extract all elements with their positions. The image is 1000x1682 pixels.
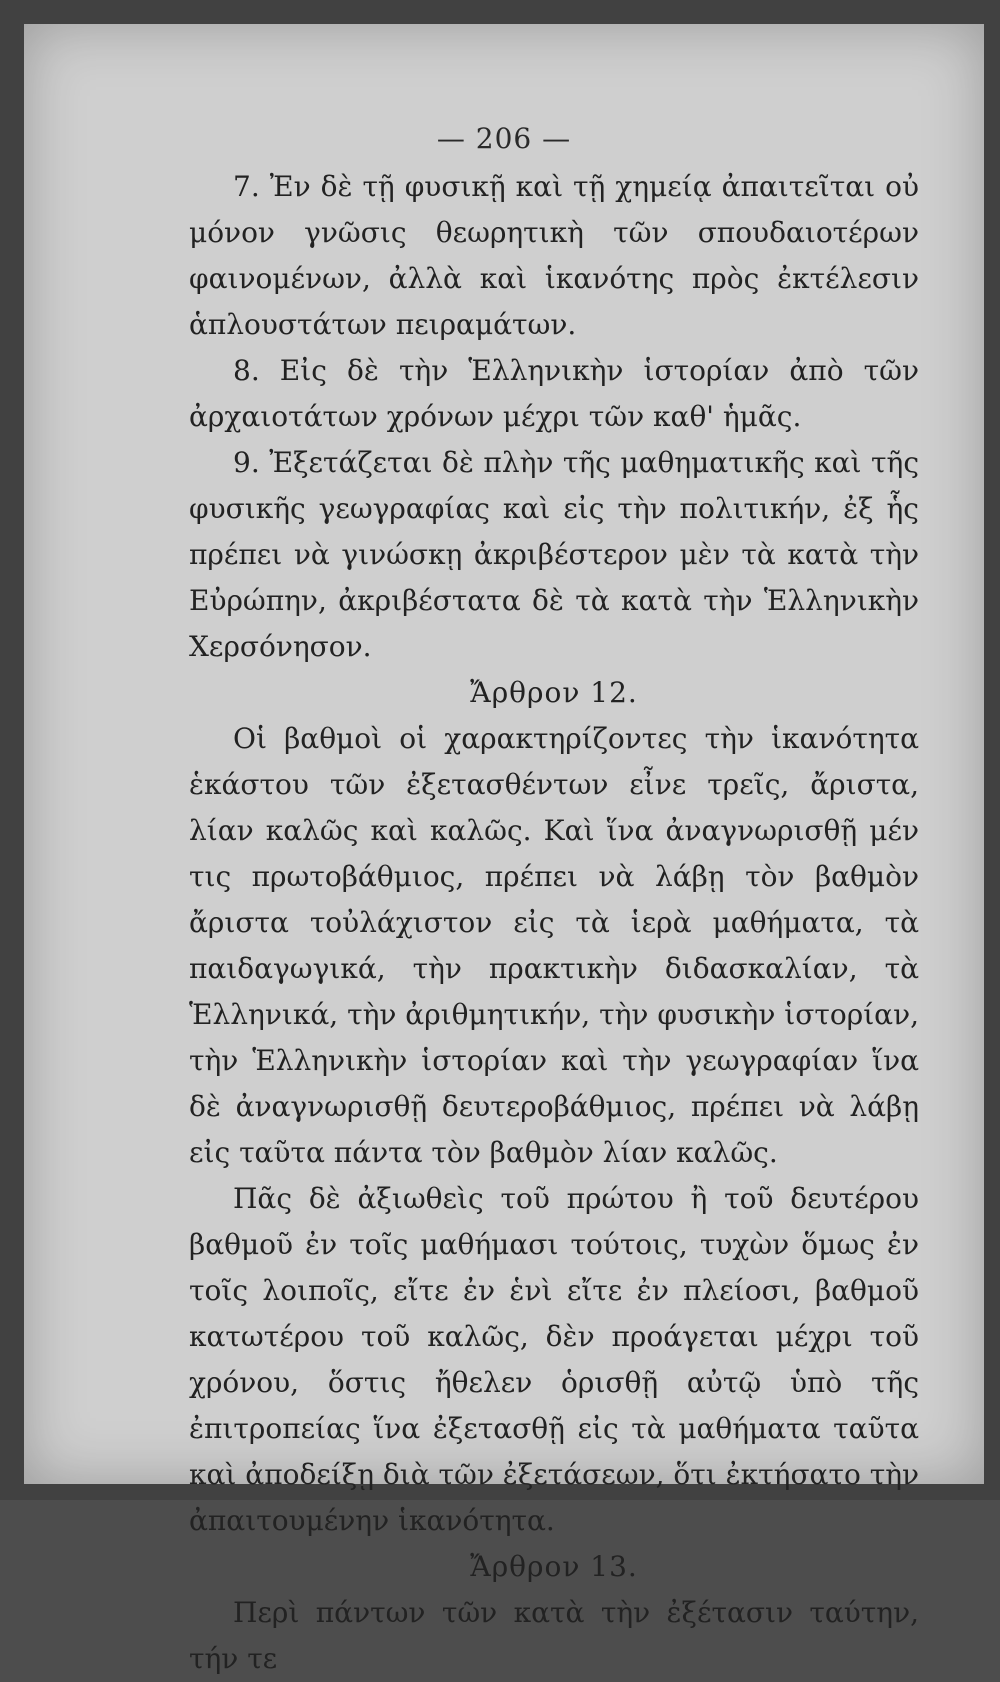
page-text (189, 164, 919, 1682)
page-number: — 206 — (436, 122, 572, 155)
article-12-paragraph-1: Οἱ βαθμοὶ οἱ χαρακτηρίζοντες τὴν ἱκανότητα ἑκάστου τῶν ἐξετασθέντων εἶνε τρεῖς, ἄριστα, λίαν καλῶς καὶ καλῶς. Καὶ ἵνα ἀναγνωρισθῇ μέν τις πρωτοβάθμιος, πρέπει νὰ λάβῃ τὸν βαθμὸν ἄριστα τοὐλάχιστον εἰς τὰ ἱερὰ μαθήματα, τὰ παιδαγωγικά, τὴν πρακτικὴν διδασκαλίαν, τὰ Ἑλληνικά, τὴν ἀριθμητικήν, τὴν φυσικὴν ἱστορίαν, τὴν Ἑλληνικὴν ἱστορίαν καὶ τὴν γεωγραφίαν ἵνα δὲ ἀναγνωρισθῇ δευτεροβάθμιος, πρέπει νὰ λάβῃ εἰς ταῦτα πάντα τὸν βαθμὸν λίαν καλῶς. (189, 722, 919, 1169)
paragraph-7: 7. Ἐν δὲ τῇ φυσικῇ καὶ τῇ χημείᾳ ἀπαιτεῖται οὐ μόνον γνῶσις θεωρητικὴ τῶν σπουδαιοτέρων φαινομένων, ἀλλὰ καὶ ἱκανότης πρὸς ἐκτέλεσιν ἁπλουστάτων πειραμάτων. (189, 170, 919, 341)
article-13-paragraph-1: Περὶ πάντων τῶν κατὰ τὴν ἐξέτασιν ταύτην, τήν τε (189, 1596, 919, 1675)
article-13-heading: Ἄρθρον 13. (470, 1550, 638, 1583)
paragraph-9: 9. Ἐξετάζεται δὲ πλὴν τῆς μαθηματικῆς καὶ τῆς φυσικῆς γεωγραφίας καὶ εἰς τὴν πολιτικήν, ἐξ ἧς πρέπει νὰ γινώσκῃ ἀκριβέστερον μὲν τὰ κατὰ τὴν Εὐρώπην, ἀκριβέστατα δὲ τὰ κατὰ τὴν Ἑλληνικὴν Χερσόνησον. (189, 446, 919, 663)
article-12-paragraph-2: Πᾶς δὲ ἀξιωθεὶς τοῦ πρώτου ἢ τοῦ δευτέρου βαθμοῦ ἐν τοῖς μαθήμασι τούτοις, τυχὼν ὅμως ἐν τοῖς λοιποῖς, εἴτε ἐν ἑνὶ εἴτε ἐν πλείοσι, βαθμοῦ κατωτέρου τοῦ καλῶς, δὲν προάγεται μέχρι τοῦ χρόνου, ὅστις ἤθελεν ὁρισθῇ αὐτῷ ὑπὸ τῆς ἐπιτροπείας ἵνα ἐξετασθῇ εἰς τὰ μαθήματα ταῦτα καὶ ἀποδείξῃ διὰ τῶν ἐξετάσεων, ὅτι ἐκτήσατο τὴν ἀπαιτουμένην ἱκανότητα. (189, 1182, 919, 1537)
paragraph-8: 8. Εἰς δὲ τὴν Ἑλληνικὴν ἱστορίαν ἀπὸ τῶν ἀρχαιοτάτων χρόνων μέχρι τῶν καθ' ἡμᾶς. (189, 354, 919, 433)
article-12-heading: Ἄρθρον 12. (470, 676, 638, 709)
book-page (24, 24, 984, 1675)
